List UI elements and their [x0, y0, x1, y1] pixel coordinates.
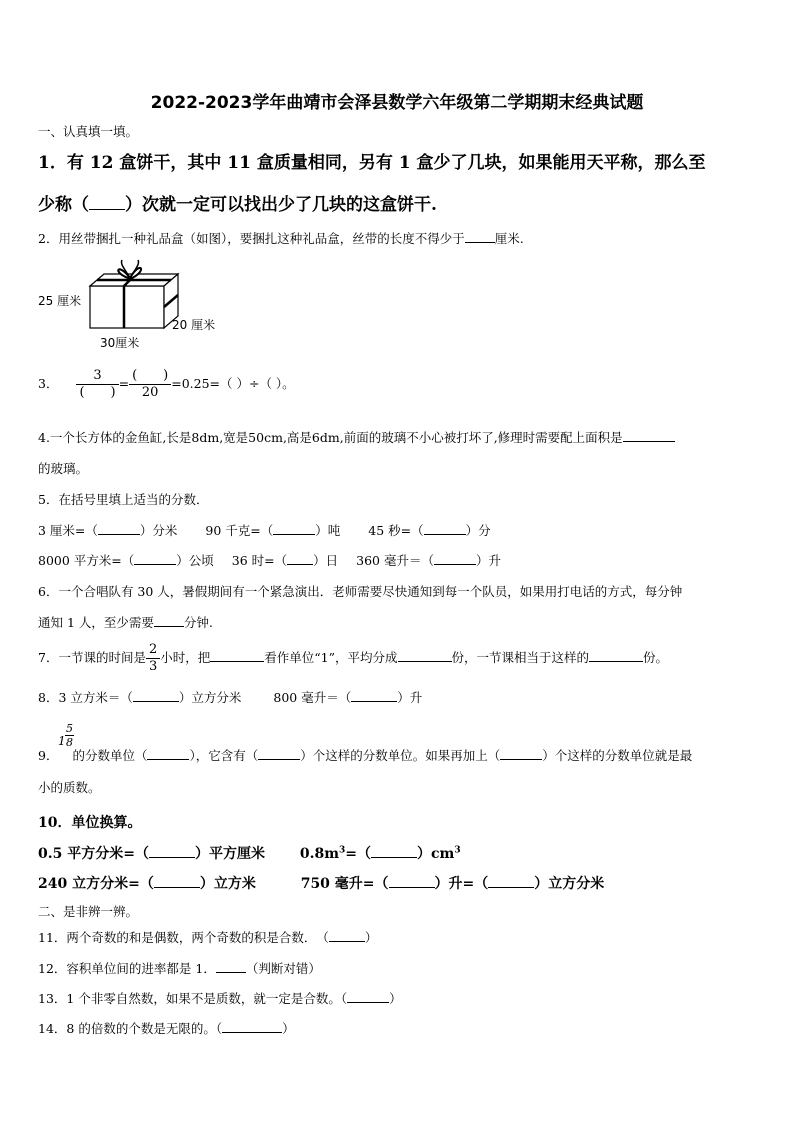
answer-blank[interactable]	[216, 960, 246, 973]
answer-blank[interactable]	[133, 689, 179, 702]
answer-blank[interactable]	[434, 552, 476, 565]
question-11: 11．两个奇数的和是偶数，两个奇数的积是合数． （ ）	[38, 930, 378, 945]
question-5-intro: 5．在括号里填上适当的分数．	[38, 492, 209, 507]
answer-blank[interactable]	[351, 689, 397, 702]
question-8: 8．3 立方米＝（ ）立方分米 800 毫升＝（ ）升	[38, 690, 423, 705]
answer-blank[interactable]	[134, 552, 176, 565]
answer-blank[interactable]	[147, 747, 189, 760]
answer-blank[interactable]	[273, 522, 315, 535]
answer-blank[interactable]	[329, 929, 365, 942]
answer-blank[interactable]	[222, 1020, 282, 1033]
fraction: $\frac{2}{3}$	[146, 642, 160, 675]
answer-blank[interactable]	[347, 990, 389, 1003]
answer-blank[interactable]	[424, 522, 466, 535]
question-6-line-1: 6．一个合唱队有 30 人，暑假期间有一个紧急演出．老师需要尽快通知到每一个队员，如果用打电话的方式，每分钟	[38, 584, 683, 599]
answer-blank[interactable]	[89, 197, 125, 210]
answer-blank[interactable]	[465, 230, 495, 243]
question-14: 14．8 的倍数的个数是无限的。（ ）	[38, 1021, 295, 1036]
question-1-line-1: 1．有 12 盒饼干，其中 11 盒质量相同，另有 1 盒少了几块，如果能用天平称，那么至	[38, 153, 706, 173]
section-heading-1: 一、认真填一填。	[38, 124, 139, 139]
fraction: $\frac{( )}{20}$	[129, 368, 171, 401]
answer-blank[interactable]	[154, 875, 200, 888]
section-heading-2: 二、是非辨一辨。	[38, 904, 139, 919]
page-title: 2022-2023学年曲靖市会泽县数学六年级第二学期期末经典试题	[150, 93, 644, 113]
answer-blank[interactable]	[623, 429, 675, 442]
question-9-line-2: 小的质数。	[38, 780, 101, 795]
answer-blank[interactable]	[488, 875, 534, 888]
question-10-intro: 10．单位换算。	[38, 815, 142, 831]
question-5-row-2: 8000 平方米=（ ）公顷 36 时=（ ）日 360 毫升＝（ ）升	[38, 553, 501, 568]
question-4-line-1: 4.一个长方体的金鱼缸,长是8dm,宽是50cm,高是6dm,前面的玻璃不小心被打坏了,修理时需要配上面积是	[38, 428, 675, 446]
question-1-line-2: 少称（ ）次就一定可以找出少了几块的这盒饼干.	[38, 195, 437, 215]
answer-blank[interactable]	[371, 845, 417, 858]
box-length-label: 30厘米	[100, 336, 140, 350]
answer-blank[interactable]	[500, 747, 542, 760]
question-10-row-1: 0.5 平方分米=（ ）平方厘米 $0.8m^3=$（ ）$cm^3$	[38, 845, 461, 862]
question-13: 13．1 个非零自然数，如果不是质数，就一定是合数。（ ）	[38, 991, 402, 1006]
answer-blank[interactable]	[389, 875, 435, 888]
fraction: $\frac{3}{( )}$	[76, 368, 118, 401]
question-6-line-2: 通知 1 人，至少需要 分钟.	[38, 615, 213, 630]
box-depth-label: 20 厘米	[172, 318, 216, 332]
question-7: 7．一节课的时间是 $\frac{2}{3}$ 小时，把 看作单位“1”，平均分成 份，一节课相当于这样的 份。	[38, 642, 669, 674]
answer-blank[interactable]	[210, 649, 264, 662]
box-height-label: 25 厘米	[38, 294, 82, 308]
question-4-line-2: 的玻璃。	[38, 461, 89, 476]
question-5-row-1: 3 厘米=（ ）分米 90 千克=（ ）吨 45 秒=（ ）分	[38, 523, 491, 538]
answer-blank[interactable]	[98, 522, 140, 535]
gift-box-figure	[38, 258, 238, 354]
question-10-row-2: 240 立方分米=（ ）立方米 750 毫升=（ ）升=（ ）立方分米	[38, 876, 605, 892]
answer-blank[interactable]	[398, 649, 452, 662]
answer-blank[interactable]	[589, 649, 643, 662]
answer-blank[interactable]	[149, 845, 195, 858]
question-3: 3． $\frac{3}{( )}$ = $\frac{( )}{20}$ =0.25=（ ）÷（ ）。	[38, 368, 295, 400]
answer-blank[interactable]	[154, 614, 184, 627]
answer-blank[interactable]	[287, 552, 313, 565]
answer-blank[interactable]	[258, 747, 300, 760]
question-2: 2．用丝带捆扎一种礼品盒（如图），要捆扎这种礼品盒，丝带的长度不得少于 厘米.	[38, 231, 524, 246]
question-12: 12．容积单位间的进率都是 1． （判断对错）	[38, 961, 321, 976]
exam-page: 2022-2023学年曲靖市会泽县数学六年级第二学期期末经典试题 一、认真填一填。 1．有 12 盒饼干，其中 11 盒质量相同，另有 1 盒少了几块，如果能用天平称，那么至 少称（ ）次就一定可以找出少了几块的这盒饼干. 2．用丝带捆扎一种礼品盒（如图），要捆扎这种礼品盒，丝带的长度不得少于 厘米. 25 厘米 20 厘米 30厘米 3． $\frac{3}{( )}$ = $\frac{( )}{20}$ =0.25=（ ）÷（ ）。 4.一个长方体的金鱼缸,长是8dm,宽是50cm,高是6dm,前面的玻璃不小心被打坏了,修理时需要配上面积是 的玻璃。 5．在括号里填上适当的分数． 3 厘米=（ ）分米 90 千克=（ ）吨 45 秒=（ ）分 8000 平方米=（ ）公顷 36 时=（ ）日 360 毫升＝（ ）升 6．一个合唱队有 30 人，暑假期间有一个紧急演出．老师需要尽快通知到每一个队员，如果用打电话的方式，每分钟 通知 1 人，至少需要 分钟. 7．一节课的时间是 $\frac{2}{3}$ 小时，把 看作单位“1”，平均分成 份，一节课相当于这样的 份。 8．3 立方米＝（ ）立方分米 800 毫升＝（ ）升 1 $\frac{5}{8}$ 9． 的分数单位（ ），它含有（ ）个这样的分数单位。如果再加上（ ）个这样的分数单位就是最 小的质数。 10．单位换算。 0.5 平方分米=（ ）平方厘米 $0.8m^3=$（ ）$cm^3$ 240 立方分米=（ ）立方米 750 毫升=（ ）升=（ ）立方分米 二、是非辨一辨。 11．两个奇数的和是偶数，两个奇数的积是合数． （ ） 12．容积单位间的进率都是 1． （判断对错） 13．1 个非零自然数，如果不是质数，就一定是合数。（ ） 14．8 的倍数的个数是无限的。（ ）	[0, 0, 794, 1123]
